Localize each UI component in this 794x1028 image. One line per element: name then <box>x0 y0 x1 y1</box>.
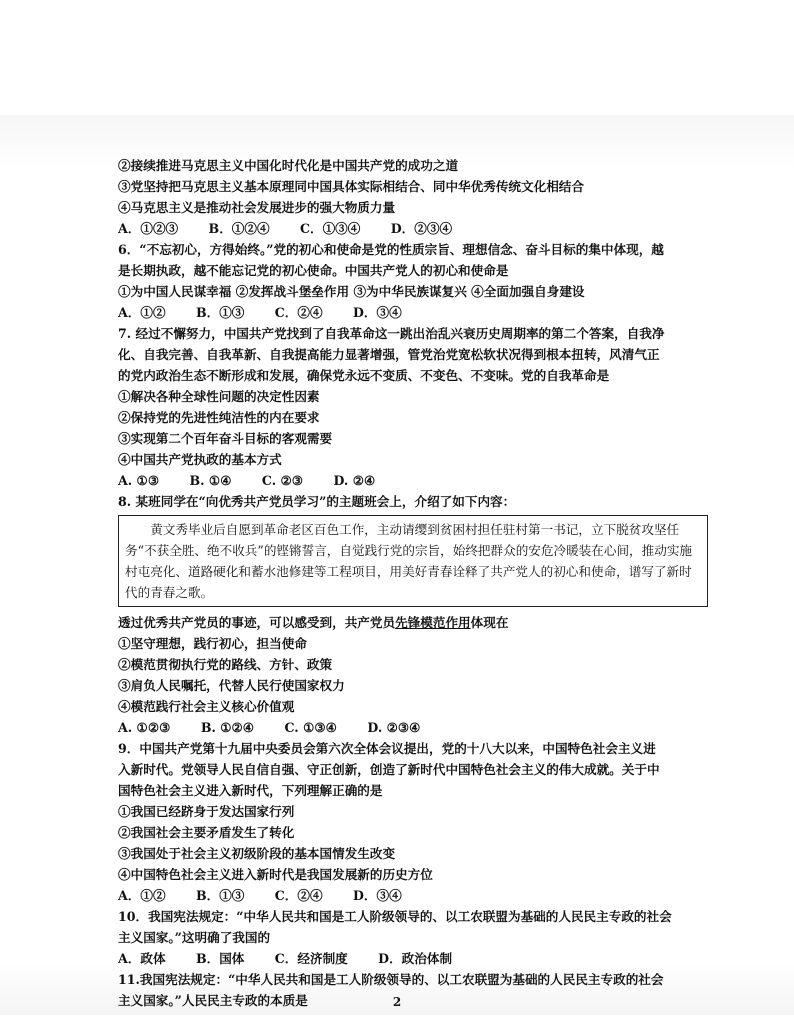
statement-1: ①解决各种全球性问题的决定性因素 <box>118 389 320 404</box>
q5-options <box>118 218 708 239</box>
statement-3: ③实现第二个百年奋斗目标的客观需要 <box>118 431 333 446</box>
document-body <box>118 155 708 1011</box>
option-d: D．③④ <box>352 305 402 320</box>
page-number: 2 <box>392 995 402 1009</box>
option-d: D．政治体制 <box>378 951 453 966</box>
option-a: A. ①③ <box>118 473 160 488</box>
statement-1: ①我国已经跻身于发达国家行列 <box>118 804 295 819</box>
option-d: D. ②④ <box>333 473 376 488</box>
text-line: 国特色社会主义进入新时代，下列理解正确的是 <box>118 783 383 798</box>
text-line: 的党内政治生态不断形成和发展，确保党永远不变质、不变色、不变味。党的自我革命是 <box>118 368 610 383</box>
option-d: D．②③④ <box>390 221 453 236</box>
option-b: B．国体 <box>195 951 245 966</box>
text-line: 主义国家。”人民民主专政的本质是 <box>118 993 308 1008</box>
option-c: C. ②③ <box>261 473 304 488</box>
q10-options <box>118 948 708 969</box>
option-a: A．①② <box>118 888 166 903</box>
option-a: A．政体 <box>118 951 166 966</box>
option-d: D．③④ <box>352 888 402 903</box>
option-c: C. ①③④ <box>284 720 337 735</box>
question-8-prompt <box>118 612 708 633</box>
option-d: D. ②③④ <box>367 720 421 735</box>
prompt-text: 体现在 <box>470 615 509 630</box>
question-6-stem: 6．“不忘初心，方得始终。”党的初心和使命是党的性质宗旨、理想信念、奋斗目标的集中体现，越 <box>118 242 664 257</box>
statement-2: ②模范贯彻执行党的路线、方针、政策 <box>118 657 333 672</box>
text-line: 入新时代。党领导人民自信自强、守正创新，创造了新时代中国特色社会主义的伟大成就。关于中 <box>118 762 660 777</box>
text-line: ④马克思主义是推动社会发展进步的强大物质力量 <box>118 200 396 215</box>
q9-options <box>118 885 708 906</box>
statement-4: ④模范践行社会主义核心价值观 <box>118 699 295 714</box>
text-line: 化、自我完善、自我革新、自我提高能力显著增强，管党治党宽松软状况得到根本扭转，风清气正 <box>118 347 660 362</box>
option-b: B. ①②④ <box>200 720 255 735</box>
option-c: C．②④ <box>274 888 323 903</box>
material-text: 黄文秀毕业后自愿到革命老区百色工作，主动请缨到贫困村担任驻村第一书记，立下脱贫攻坚任务“不获全胜、绝不收兵”的铿锵誓言，自觉践行党的宗旨，始终把群众的安危冷暖装在心间，推动实施村屯亮化、道路硬化和蓄水池修建等工程项目，用美好青春诠释了共产党人的初心和使命，谱写了新时代的青春之歌。 <box>125 522 693 600</box>
statement-4: ④中国特色社会主义进入新时代是我国发展新的历史方位 <box>118 867 433 882</box>
option-b: B．①③ <box>195 888 245 903</box>
question-8-stem: 8. 某班同学在“向优秀共产党员学习”的主题班会上，介绍了如下内容： <box>118 494 516 509</box>
option-a: A．①②③ <box>118 221 179 236</box>
statement-3: ③肩负人民嘱托，代替人民行使国家权力 <box>118 678 345 693</box>
option-c: C．①③④ <box>299 221 361 236</box>
text-line: ③党坚持把马克思主义基本原理同中国具体实际相结合、同中华优秀传统文化相结合 <box>118 179 584 194</box>
underlined-phrase: 先锋模范作用 <box>395 615 471 630</box>
material-box <box>118 515 708 607</box>
statement-3: ③我国处于社会主义初级阶段的基本国情发生改变 <box>118 846 396 861</box>
option-c: C．②④ <box>274 305 323 320</box>
question-11-stem: 11.我国宪法规定：“中华人民共和国是工人阶级领导的、以工农联盟为基础的人民民主专政的社会 <box>118 972 664 987</box>
prompt-text: 透过优秀共产党员的事迹，可以感受到，共产党员 <box>118 615 396 630</box>
question-10-stem: 10．我国宪法规定：“中华人民共和国是工人阶级领导的、以工农联盟为基础的人民民主专政的社会 <box>118 909 672 924</box>
text-line: 是长期执政，越不能忘记党的初心使命。中国共产党人的初心和使命是 <box>118 263 509 278</box>
option-a: A．①② <box>118 305 166 320</box>
text-line: 主义国家。”这明确了我国的 <box>118 930 271 945</box>
text-line: ②接续推进马克思主义中国化时代化是中国共产党的成功之道 <box>118 158 459 173</box>
statement-2: ②我国社会主要矛盾发生了转化 <box>118 825 295 840</box>
text-line: ①为中国人民谋幸福 ②发挥战斗堡垒作用 ③为中华民族谋复兴 ④全面加强自身建设 <box>118 284 585 299</box>
option-b: B．①②④ <box>208 221 270 236</box>
q7-options <box>118 470 708 491</box>
question-9-stem: 9．中国共产党第十九届中央委员会第六次全体会议提出，党的十八大以来，中国特色社会主义进 <box>118 741 656 756</box>
statement-2: ②保持党的先进性纯洁性的内在要求 <box>118 410 320 425</box>
option-b: B. ①④ <box>189 473 232 488</box>
option-a: A. ①②③ <box>118 720 171 735</box>
option-c: C．经济制度 <box>274 951 348 966</box>
q8-options <box>118 717 708 738</box>
statement-1: ①坚守理想，践行初心，担当使命 <box>118 636 307 651</box>
statement-4: ④中国共产党执政的基本方式 <box>118 452 282 467</box>
question-7-stem: 7. 经过不懈努力，中国共产党找到了自我革命这一跳出治乱兴衰历史周期率的第二个答案，自我净 <box>118 326 665 341</box>
option-b: B．①③ <box>195 305 245 320</box>
q6-options <box>118 302 708 323</box>
